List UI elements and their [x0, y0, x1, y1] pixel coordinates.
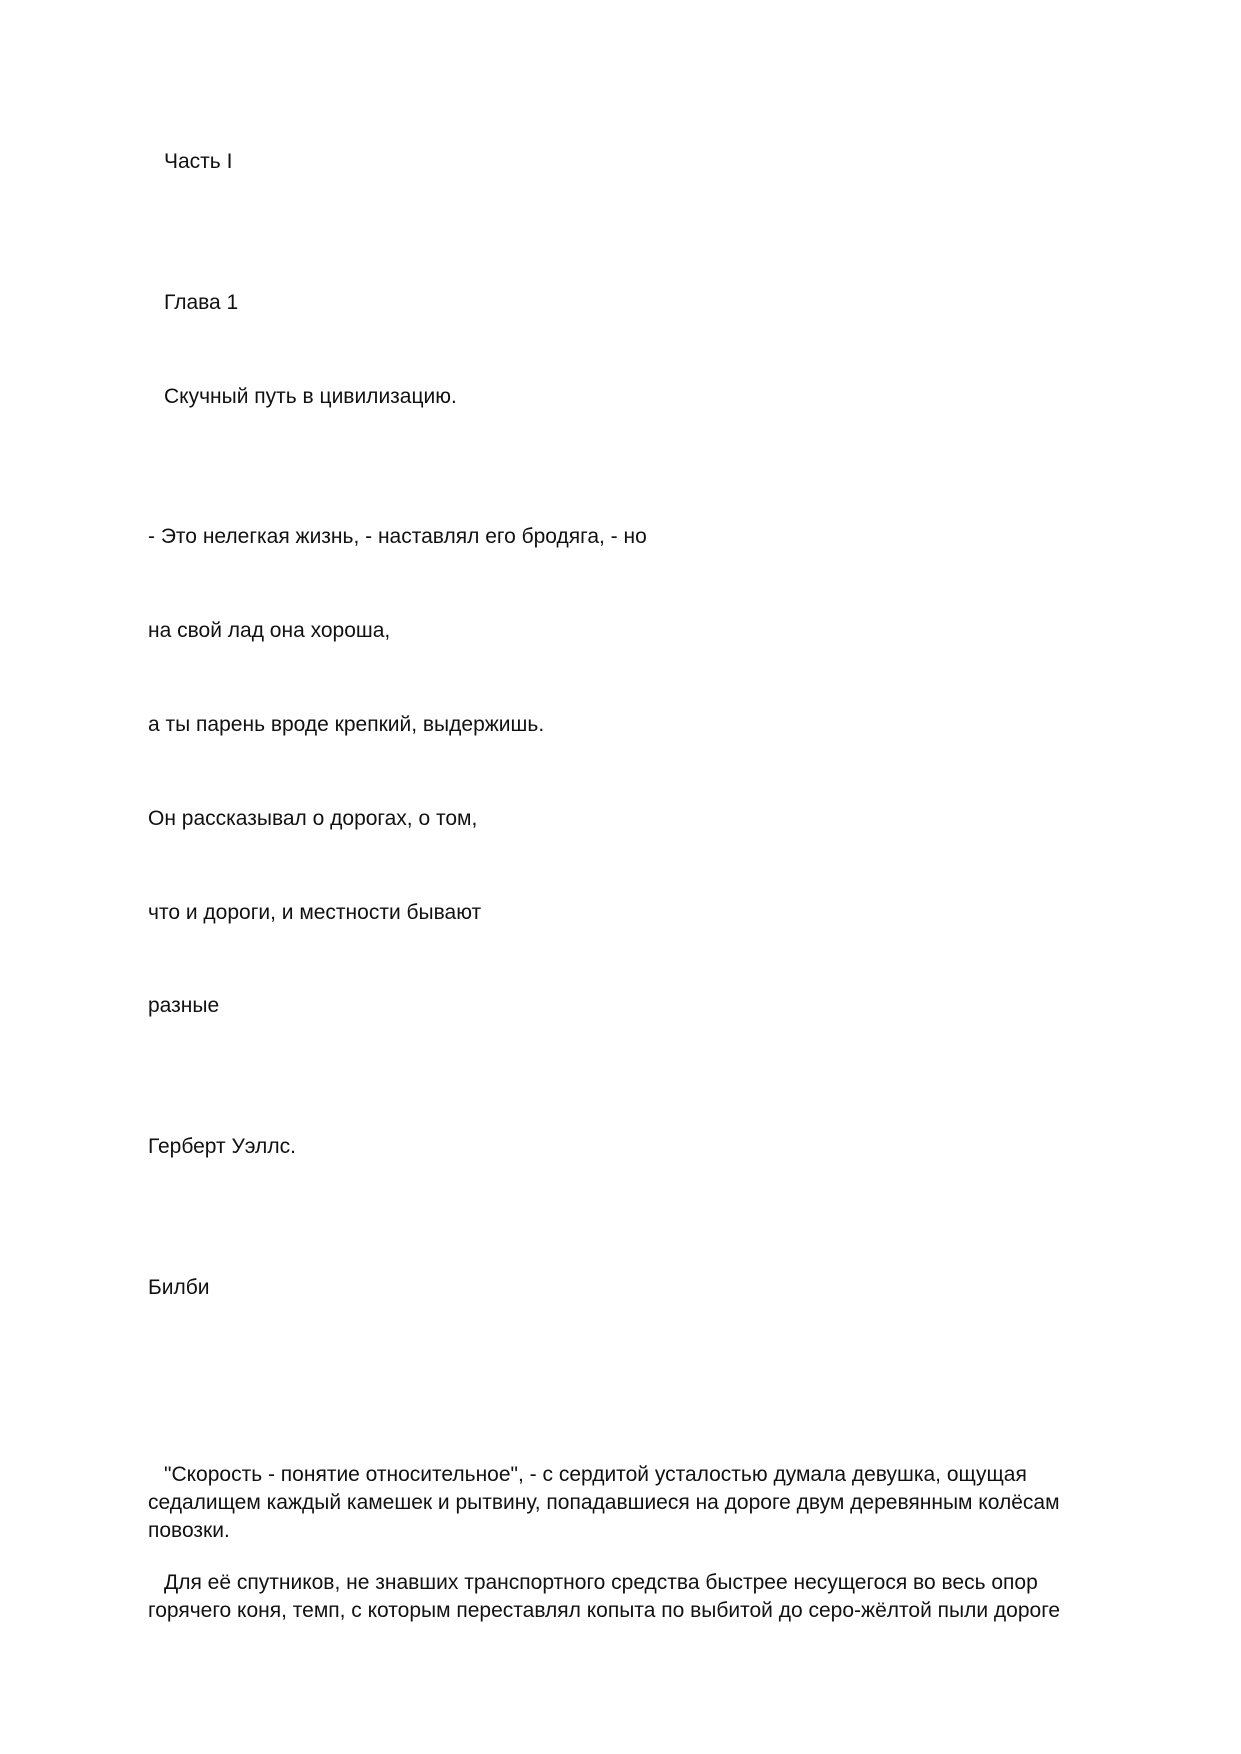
body-paragraph: Для её спутников, не знавших транспортного средства быстрее несущегося во весь опор горячего коня, темп, с которым переставлял копыта по выбитой до серо-жёлтой пыли дороге [148, 1571, 1061, 1622]
epigraph-line: разные [148, 994, 220, 1017]
body-paragraph: "Скорость - понятие относительное", - с сердитой усталостью думала девушка, ощущая седалищем каждый камешек и рытвину, попадавшиеся на дороге двум деревянным колёсам повозки. [148, 1463, 1060, 1542]
chapter-heading: Глава 1 [164, 291, 239, 314]
epigraph-source: Билби [148, 1276, 210, 1299]
chapter-title: Скучный путь в цивилизацию. [164, 385, 457, 408]
epigraph-line: - Это нелегкая жизнь, - наставлял его бродяга, - но [148, 525, 647, 548]
epigraph-line: Он рассказывал о дорогах, о том, [148, 807, 478, 830]
epigraph-line: что и дороги, и местности бывают [148, 901, 482, 924]
epigraph-line: а ты парень вроде крепкий, выдержишь. [148, 713, 545, 736]
epigraph-author: Герберт Уэллс. [148, 1135, 296, 1158]
part-heading: Часть I [164, 150, 233, 173]
epigraph-line: на свой лад она хороша, [148, 619, 391, 642]
